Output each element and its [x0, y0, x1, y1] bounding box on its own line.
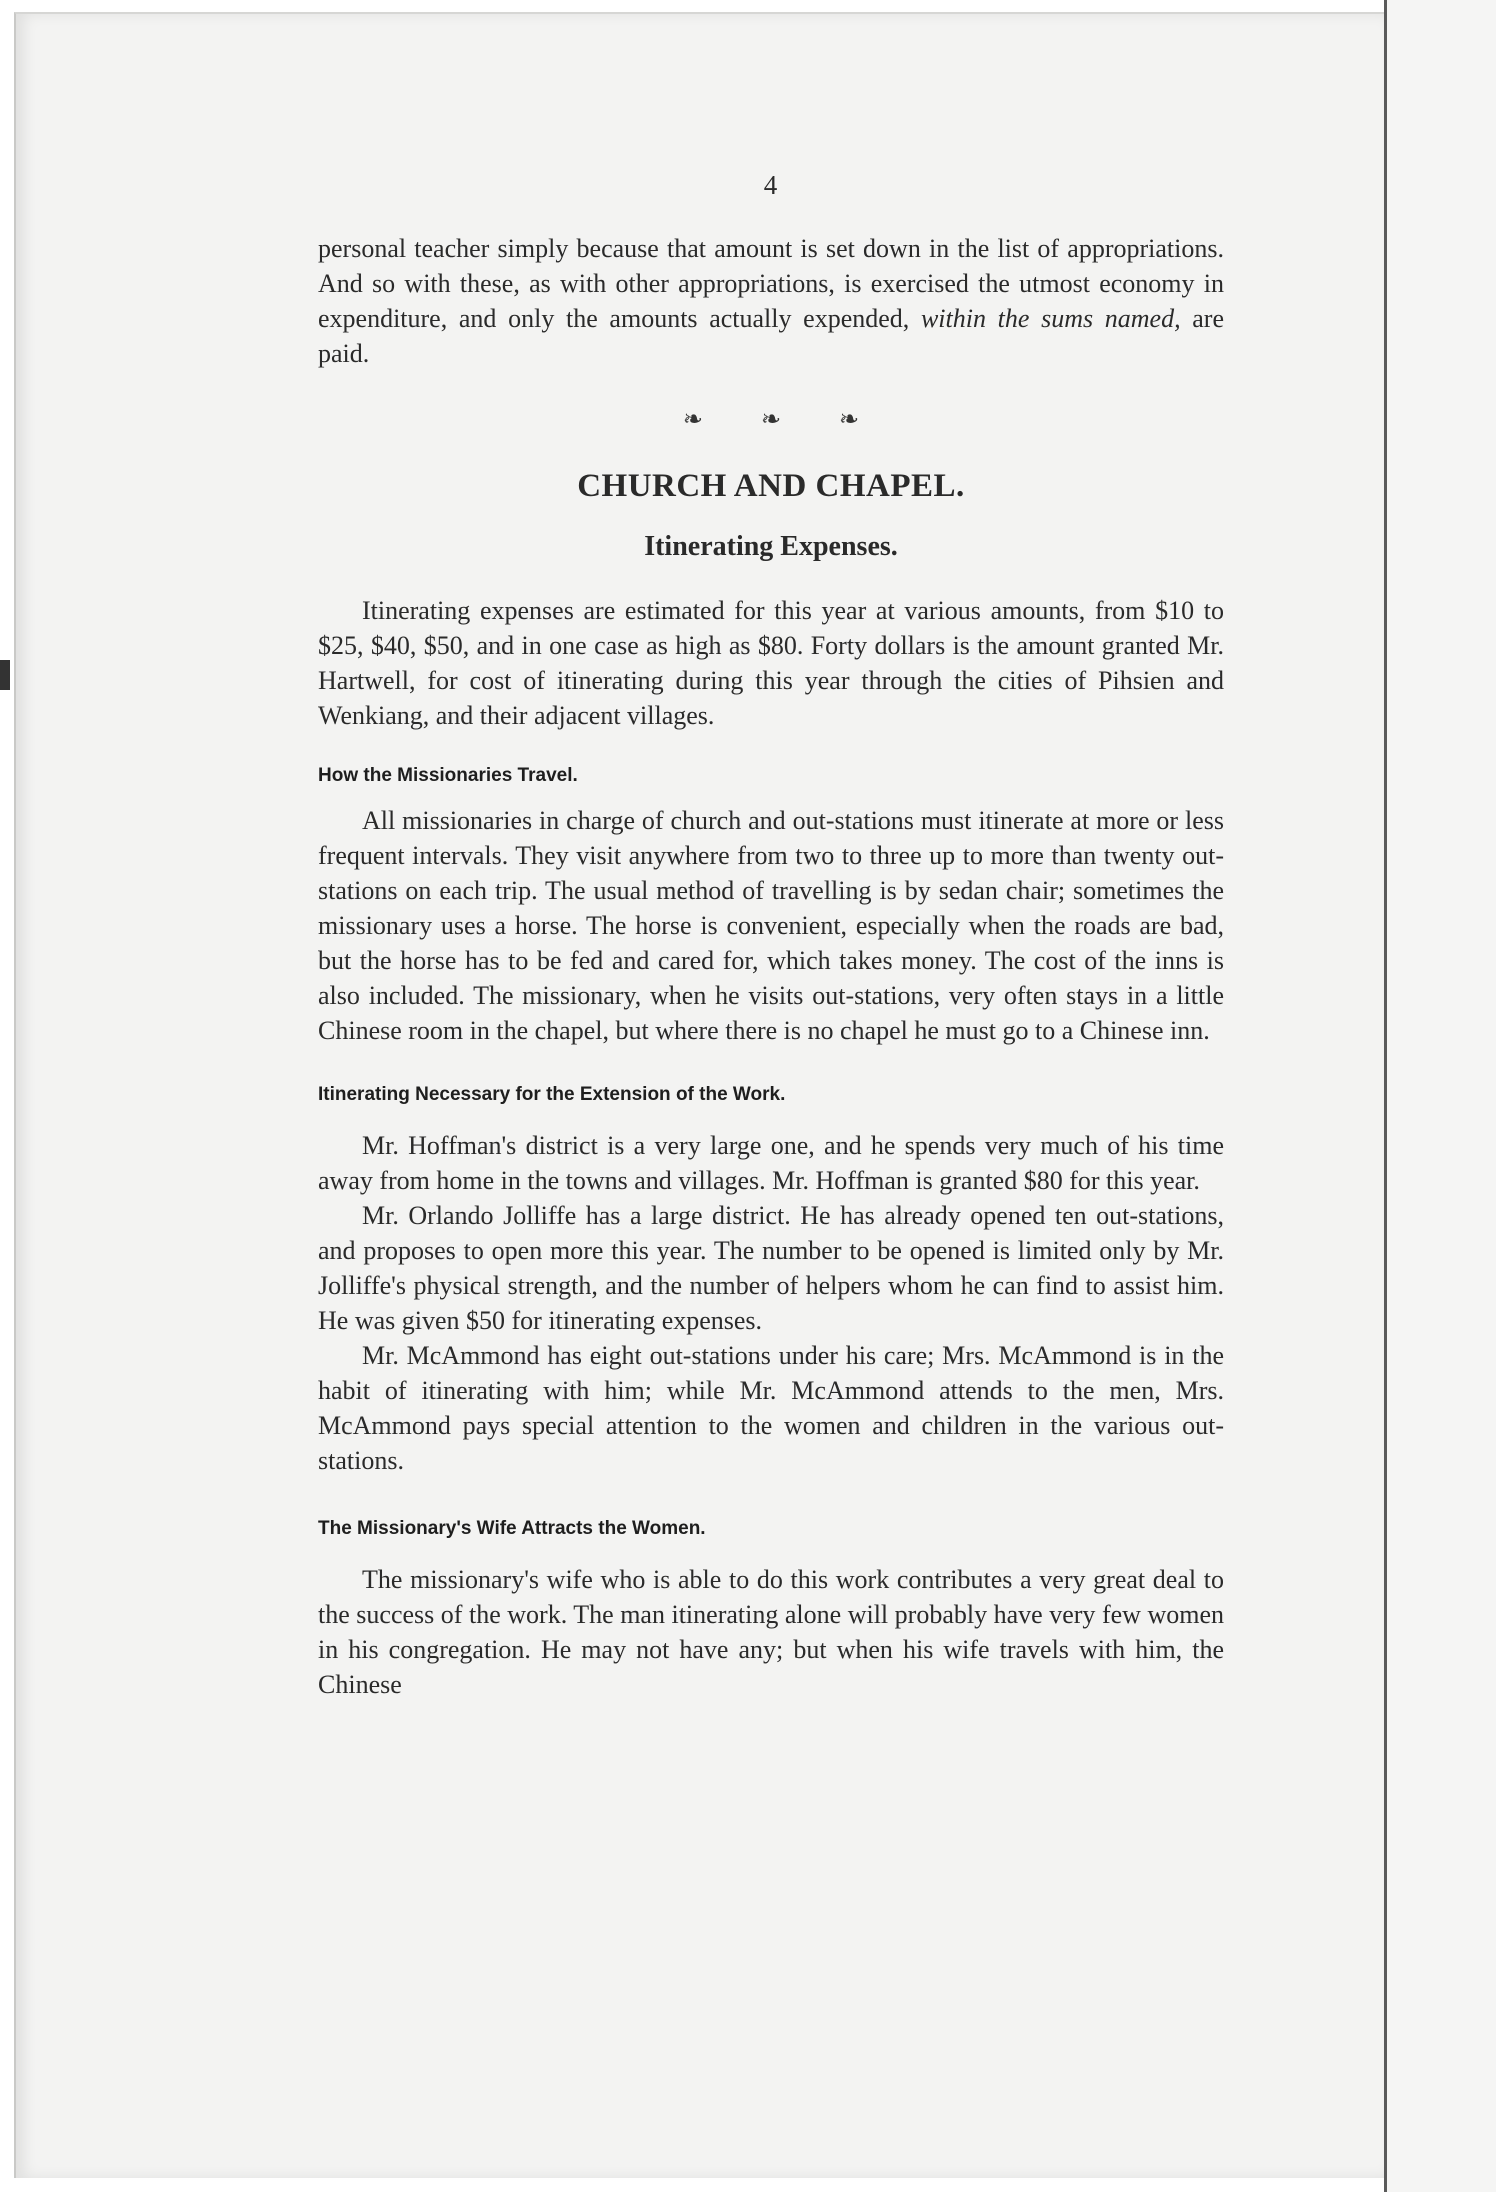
- hoffman-paragraph: Mr. Hoffman's district is a very large one, and he spends very much of his time away from home in the towns and villages. Mr. Hoffman is granted $80 for this year.: [318, 1131, 1224, 1195]
- margin-mark: [0, 660, 10, 690]
- section-heading-wife: The Missionary's Wife Attracts the Women.: [318, 1518, 706, 1539]
- adjacent-page-edge: [1384, 0, 1496, 2192]
- jolliffe-paragraph: Mr. Orlando Jolliffe has a large district. He has already opened ten out-stations, and proposes to open more this year. The number to be opened is limited only by Mr. Jolliffe's physical strength, and the number of helpers whom he can find to assist him. He was given $50 for itinerating expenses.: [318, 1201, 1224, 1335]
- section-heading-extension: Itinerating Necessary for the Extension of the Work.: [318, 1084, 786, 1105]
- itinerating-paragraph: Itinerating expenses are estimated for this year at various amounts, from $10 to $25, $40, $50, and in one case as high as $80. Forty dollars is the amount granted Mr. Hartwell, for cost of itinerating during this year through the cities of Pihsien and Wenkiang, and their adjacent villages.: [318, 596, 1224, 730]
- mcammond-paragraph: Mr. McAmmond has eight out-stations under his care; Mrs. McAmmond is in the habit of itinerating with him; while Mr. McAmmond attends to the men, Mrs. McAmmond pays special attention to the women and children in the various out-stations.: [318, 1341, 1224, 1475]
- wife-paragraph: The missionary's wife who is able to do this work contributes a very great deal to the success of the work. The man itinerating alone will probably have very few women in his congregation. He may not have any; but when his wife travels with him, the Chinese: [318, 1565, 1224, 1699]
- page-content: [318, 170, 1224, 1702]
- intro-paragraph: [318, 231, 1224, 371]
- travel-paragraph: All missionaries in charge of church and out-stations must itinerate at more or less frequent intervals. They visit anywhere from two to three up to more than twenty out-stations on each trip. The usual method of travelling is by sedan chair; sometimes the missionary uses a horse. The horse is convenient, especially when the roads are bad, but the horse has to be fed and cared for, which takes money. The cost of the inns is also included. The missionary, when he visits out-stations, very often stays in a little Chinese room in the chapel, but where there is no chapel he must go to a Chinese inn.: [318, 806, 1224, 1045]
- intro-italic-text: within the sums named,: [920, 304, 1181, 333]
- sub-heading: Itinerating Expenses.: [644, 531, 898, 562]
- intro-text-end: are paid.: [318, 304, 1225, 368]
- page-number: 4: [763, 170, 779, 200]
- intro-text: personal teacher simply because that amount is set down in the list of appropriations. And so with these, as with other appropriations, is exercised the utmost economy in expenditure, and only the amounts actually expended,: [318, 234, 1224, 333]
- section-ornament: ❧ ❧ ❧: [682, 407, 886, 433]
- section-heading-travel: How the Missionaries Travel.: [318, 765, 578, 786]
- main-heading: CHURCH AND CHAPEL.: [577, 468, 965, 504]
